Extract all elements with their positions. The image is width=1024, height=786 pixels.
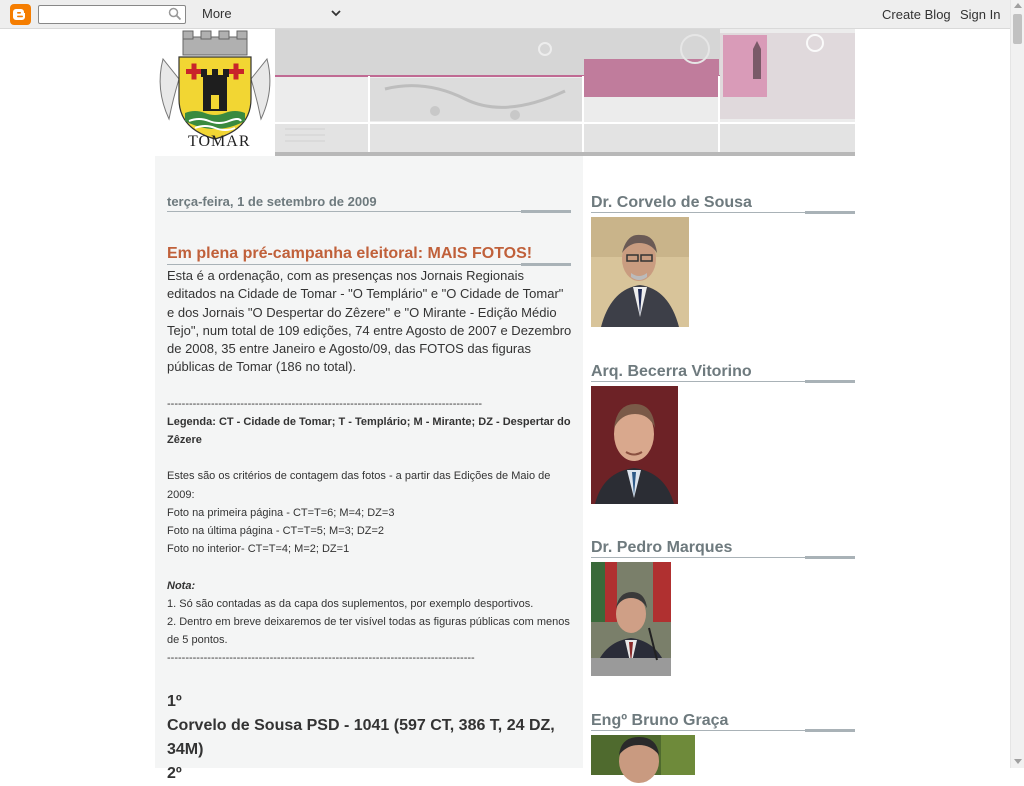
rank-position: 1º	[167, 692, 182, 710]
sidebar-title-text: Dr. Corvelo de Sousa	[591, 194, 752, 211]
date-underline-accent	[521, 210, 571, 213]
more-dropdown[interactable]	[202, 6, 342, 23]
criteria-item: Foto no interior- CT=T=4; M=2; DZ=1	[167, 543, 350, 556]
rank-entry: Corvelo de Sousa PSD - 1041 (597 CT, 386 T, 24 DZ, 34M)	[167, 716, 555, 758]
sidebar-title-text: Engº Bruno Graça	[591, 712, 729, 729]
sidebar-title-text: Dr. Pedro Marques	[591, 539, 733, 556]
post-title[interactable]	[167, 245, 571, 265]
divider: ------------------------------------------------------------------------------------	[167, 652, 475, 665]
sidebar-underline-accent	[805, 729, 855, 732]
tomar-crest-logo[interactable]	[155, 29, 275, 156]
sidebar-title-becerra	[591, 363, 855, 382]
post-date	[167, 194, 571, 212]
rank-position: 2º	[167, 764, 182, 782]
scroll-down-arrow-icon[interactable]	[1014, 759, 1022, 764]
note-item: 1. Só são contadas as da capa dos suplementos, por exemplo desportivos.	[167, 597, 534, 610]
sidebar-title-pedro-marques	[591, 539, 855, 558]
more-label: More	[202, 6, 232, 21]
criteria-item: Foto na primeira página - CT=T=6; M=4; DZ=3	[167, 506, 395, 519]
title-underline-accent	[521, 263, 571, 266]
search-field[interactable]	[38, 5, 186, 24]
scroll-up-arrow-icon[interactable]	[1014, 3, 1022, 8]
search-icon[interactable]	[168, 7, 182, 21]
scrollbar-thumb[interactable]	[1013, 14, 1022, 44]
search-input[interactable]	[39, 7, 159, 24]
note-label: Nota:	[167, 579, 196, 592]
photo-becerra-vitorino[interactable]	[591, 386, 678, 504]
blogger-navbar	[0, 0, 1010, 29]
divider: --------------------------------------------------------------------------------------	[167, 397, 483, 410]
criteria-item: Foto na última página - CT=T=5; M=3; DZ=2	[167, 525, 385, 538]
sign-in-link[interactable]: Sign In	[960, 7, 1001, 22]
blogger-logo-icon[interactable]	[10, 4, 31, 25]
create-blog-link[interactable]: Create Blog	[882, 7, 951, 22]
crest-text: TOMAR	[188, 133, 251, 150]
sidebar-underline-accent	[805, 211, 855, 214]
legend: Legenda: CT - Cidade de Tomar; T - Templário; M - Mirante; DZ - Despertar do Zêzere	[167, 416, 571, 447]
main-column	[155, 156, 583, 782]
sidebar-title-bruno-graca	[591, 712, 855, 731]
post-title-text[interactable]: Em plena pré-campanha eleitoral: MAIS FOTOS!	[167, 245, 533, 262]
photo-bruno-graca[interactable]	[591, 735, 695, 775]
criteria-intro: Estes são os critérios de contagem das fotos - a partir das Edições de Maio de 2009:	[167, 470, 551, 501]
note-item: 2. Dentro em breve deixaremos de ter visível todas as figuras públicas com menos de 5 pontos.	[167, 615, 570, 647]
sidebar-title-text: Arq. Becerra Vitorino	[591, 363, 752, 380]
post-body	[167, 267, 573, 786]
post-intro: Esta é a ordenação, com as presenças nos Jornais Regionais editados na Cidade de Tomar - "O Templário" e "O Cidade de Tomar" e dos Jornais "O Despertar do Zêzere" e "O Mirante - Edição Médio Tejo", num total de 109 edições, 74 entre Agosto de 2007 e Dezembro de 2008, 35 entre Janeiro e Agosto/09, das FOTOS das figuras públicas de Tomar (186 no total).	[167, 268, 572, 375]
photo-pedro-marques[interactable]	[591, 562, 671, 676]
post-date-text: terça-feira, 1 de setembro de 2009	[167, 194, 377, 209]
sidebar-title-corvelo	[591, 194, 855, 213]
vertical-scrollbar[interactable]	[1010, 0, 1024, 768]
sidebar-underline-accent	[805, 380, 855, 383]
blog-header	[155, 29, 855, 156]
chevron-down-icon	[330, 7, 342, 19]
header-banner	[275, 29, 855, 156]
sidebar-underline-accent	[805, 556, 855, 559]
photo-corvelo-de-sousa[interactable]	[591, 217, 689, 327]
